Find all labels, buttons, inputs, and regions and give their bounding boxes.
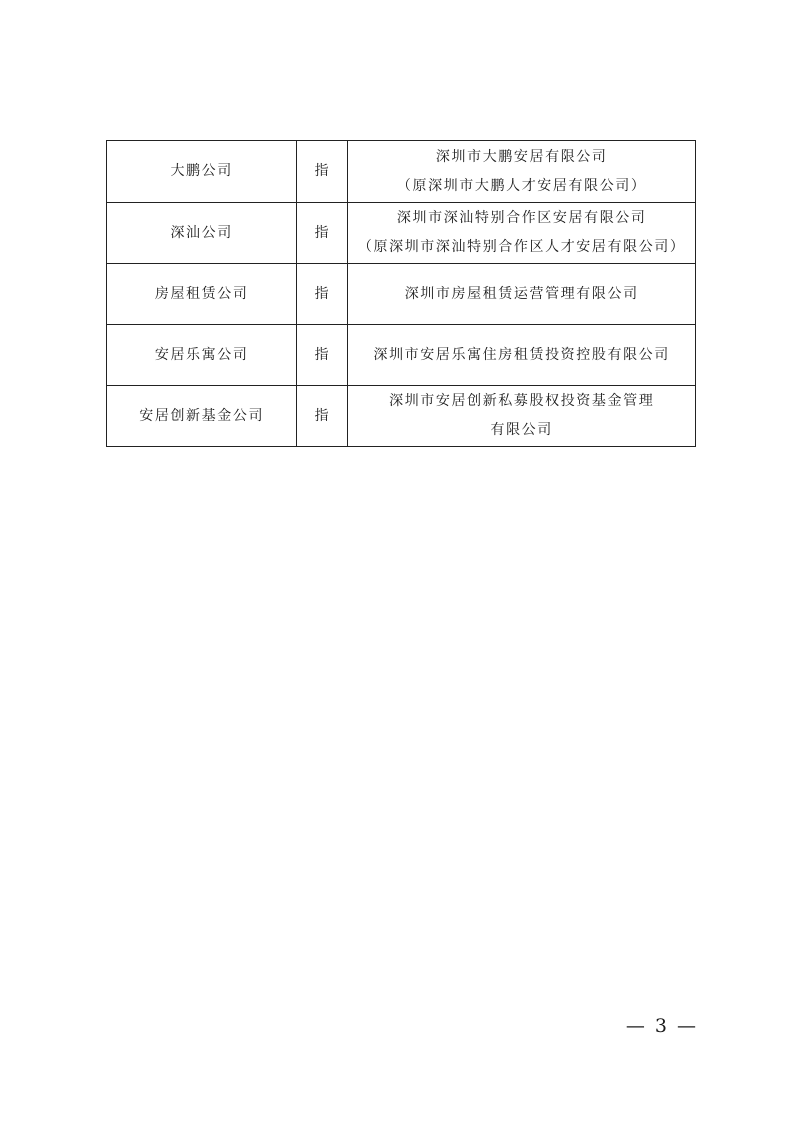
table-row xyxy=(107,264,696,325)
table-row xyxy=(107,386,696,447)
full-name-line: 深圳市大鹏安居有限公司 xyxy=(435,148,608,165)
full-name-line: 深圳市安居乐寓住房租赁投资控股有限公司 xyxy=(373,346,670,363)
short-name-cell: 房屋租赁公司 xyxy=(107,264,297,325)
full-name-line: （原深圳市大鹏人才安居有限公司） xyxy=(396,177,647,194)
full-name-cell xyxy=(348,325,696,386)
refer-cell: 指 xyxy=(297,386,348,447)
full-name-line: 深圳市深汕特别合作区安居有限公司 xyxy=(396,210,647,226)
full-name-cell xyxy=(348,386,696,447)
short-name-cell: 深汕公司 xyxy=(107,203,297,264)
refer-cell: 指 xyxy=(297,325,348,386)
full-name-line: 深圳市安居创新私募股权投资基金管理 xyxy=(389,393,655,409)
table-row xyxy=(107,203,696,264)
full-name-cell xyxy=(348,203,696,264)
table-row xyxy=(107,141,696,203)
full-name-line: 有限公司 xyxy=(490,422,553,438)
short-name-cell: 大鹏公司 xyxy=(107,141,297,203)
full-name-cell xyxy=(348,141,696,203)
abbreviation-table xyxy=(106,140,696,447)
refer-cell: 指 xyxy=(297,264,348,325)
full-name-line: 深圳市房屋租赁运营管理有限公司 xyxy=(404,285,639,302)
refer-cell: 指 xyxy=(297,141,348,203)
short-name-cell: 安居乐寓公司 xyxy=(107,325,297,386)
full-name-line: （原深圳市深汕特别合作区人才安居有限公司） xyxy=(357,239,686,255)
page-number: — 3 — xyxy=(625,1015,698,1037)
table-row xyxy=(107,325,696,386)
refer-cell: 指 xyxy=(297,203,348,264)
full-name-cell xyxy=(348,264,696,325)
short-name-cell: 安居创新基金公司 xyxy=(107,386,297,447)
